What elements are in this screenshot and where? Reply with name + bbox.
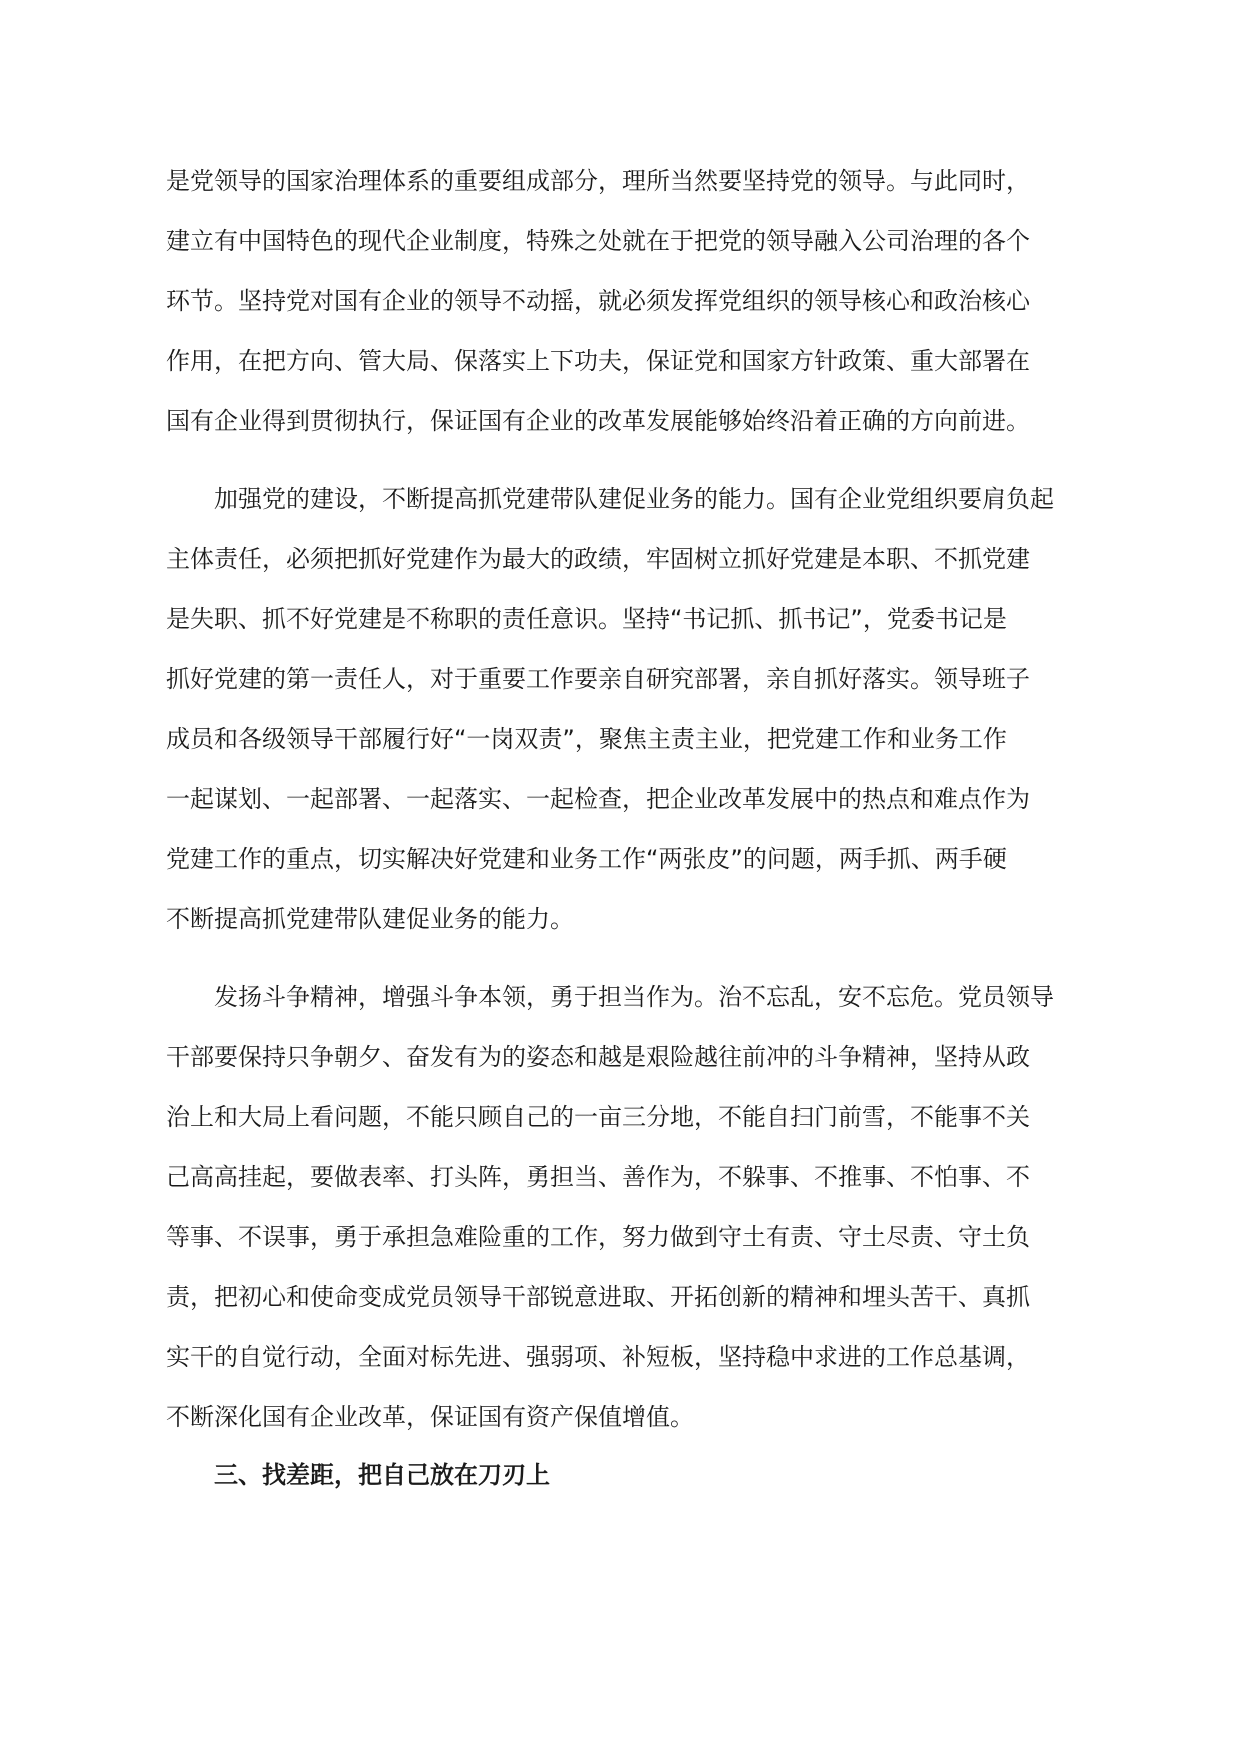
paragraph-1-line-3: 环节。坚持党对国有企业的领导不动摇，就必须发挥党组织的领导核心和政治核心: [166, 287, 1030, 315]
paragraph-3-line-3: 治上和大局上看问题，不能只顾自己的一亩三分地，不能自扫门前雪，不能事不关: [166, 1103, 1030, 1131]
paragraph-2-line-8: 不断提高抓党建带队建促业务的能力。: [166, 905, 574, 933]
paragraph-3-line-6: 责，把初心和使命变成党员领导干部锐意进取、开拓创新的精神和埋头苦干、真抓: [166, 1283, 1030, 1311]
paragraph-3-line-2: 干部要保持只争朝夕、奋发有为的姿态和越是艰险越往前冲的斗争精神，坚持从政: [166, 1043, 1030, 1071]
paragraph-3-line-4: 己高高挂起，要做表率、打头阵，勇担当、善作为，不躲事、不推事、不怕事、不: [166, 1163, 1030, 1191]
paragraph-2-line-6: 一起谋划、一起部署、一起落实、一起检查，把企业改革发展中的热点和难点作为: [166, 785, 1030, 813]
paragraph-3-line-5: 等事、不误事，勇于承担急难险重的工作，努力做到守土有责、守土尽责、守土负: [166, 1223, 1030, 1251]
paragraph-1-line-4: 作用，在把方向、管大局、保落实上下功夫，保证党和国家方针政策、重大部署在: [166, 347, 1030, 375]
paragraph-2-line-3: 是失职、抓不好党建是不称职的责任意识。坚持“书记抓、抓书记”，党委书记是: [166, 605, 1007, 633]
paragraph-2-line-2: 主体责任，必须把抓好党建作为最大的政绩，牢固树立抓好党建是本职、不抓党建: [166, 545, 1030, 573]
paragraph-3-line-7: 实干的自觉行动，全面对标先进、强弱项、补短板，坚持稳中求进的工作总基调，: [166, 1343, 1030, 1371]
paragraph-2-line-4: 抓好党建的第一责任人，对于重要工作要亲自研究部署，亲自抓好落实。领导班子: [166, 665, 1030, 693]
paragraph-2-line-5: 成员和各级领导干部履行好“一岗双责”，聚焦主责主业，把党建工作和业务工作: [166, 725, 1007, 753]
paragraph-1-line-2: 建立有中国特色的现代企业制度，特殊之处就在于把党的领导融入公司治理的各个: [166, 227, 1030, 255]
paragraph-3-line-1: 发扬斗争精神，增强斗争本领，勇于担当作为。治不忘乱，安不忘危。党员领导: [214, 983, 1054, 1011]
paragraph-3-line-8: 不断深化国有企业改革，保证国有资产保值增值。: [166, 1403, 694, 1431]
paragraph-2-line-7: 党建工作的重点，切实解决好党建和业务工作“两张皮”的问题，两手抓、两手硬: [166, 845, 1007, 873]
paragraph-1-line-5: 国有企业得到贯彻执行，保证国有企业的改革发展能够始终沿着正确的方向前进。: [166, 407, 1030, 435]
paragraph-2-line-1: 加强党的建设，不断提高抓党建带队建促业务的能力。国有企业党组织要肩负起: [214, 485, 1054, 513]
section-heading: 三、找差距，把自己放在刀刃上: [214, 1461, 550, 1489]
paragraph-1-line-1: 是党领导的国家治理体系的重要组成部分，理所当然要坚持党的领导。与此同时，: [166, 167, 1030, 195]
